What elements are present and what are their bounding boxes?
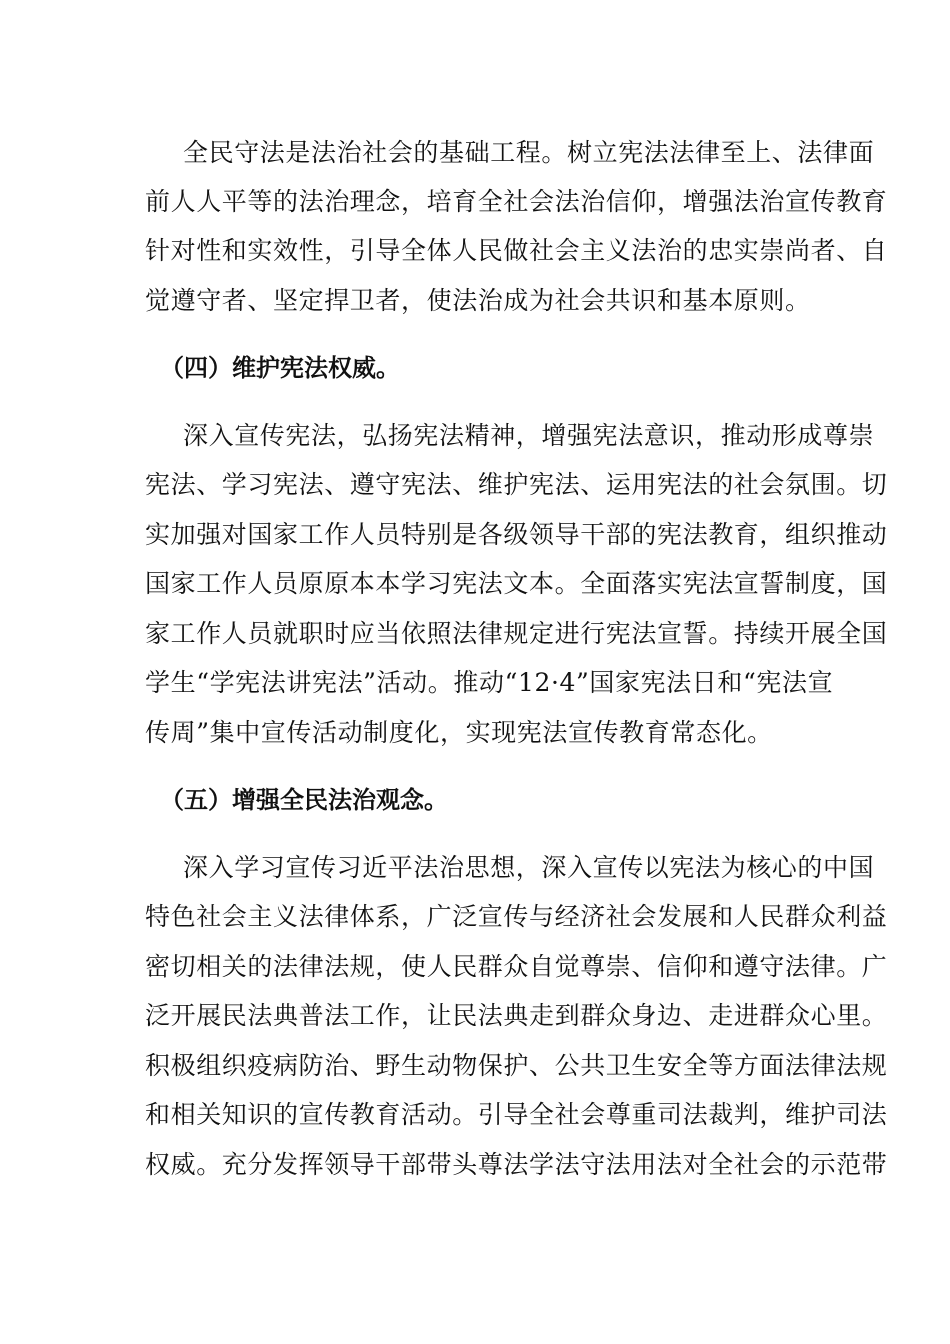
paragraph-2-line-2: 宪法、学习宪法、遵守宪法、维护宪法、运用宪法的社会氛围。切 <box>145 470 888 499</box>
paragraph-3-line-6: 和相关知识的宣传教育活动。引导全社会尊重司法裁判，维护司法 <box>145 1100 888 1129</box>
paragraph-2-line-3: 实加强对国家工作人员特别是各级领导干部的宪法教育，组织推动 <box>145 520 888 549</box>
paragraph-2-line-5: 家工作人员就职时应当依照法律规定进行宪法宣誓。持续开展全国 <box>145 619 888 648</box>
paragraph-3-line-1: 深入学习宣传习近平法治思想，深入宣传以宪法为核心的中国 <box>183 853 875 882</box>
section-heading-4: （四）维护宪法权威。 <box>160 354 400 382</box>
paragraph-1-line-4: 觉遵守者、坚定捍卫者，使法治成为社会共识和基本原则。 <box>145 286 811 315</box>
paragraph-3-line-7: 权威。充分发挥领导干部带头尊法学法守法用法对全社会的示范带 <box>145 1150 888 1179</box>
paragraph-3-line-3: 密切相关的法律法规，使人民群众自觉尊崇、信仰和遵守法律。广 <box>145 952 888 981</box>
paragraph-1-line-2: 前人人平等的法治理念，培育全社会法治信仰，增强法治宣传教育 <box>145 187 888 216</box>
paragraph-3-line-2: 特色社会主义法律体系，广泛宣传与经济社会发展和人民群众利益 <box>145 902 888 931</box>
paragraph-3-line-4: 泛开展民法典普法工作，让民法典走到群众身边、走进群众心里。 <box>145 1001 888 1030</box>
paragraph-2-line-6: 学生“学宪法讲宪法”活动。推动“12·4”国家宪法日和“宪法宣 <box>145 668 834 697</box>
section-heading-5: （五）增强全民法治观念。 <box>160 786 448 814</box>
paragraph-2-line-1: 深入宣传宪法，弘扬宪法精神，增强宪法意识，推动形成尊崇 <box>183 421 875 450</box>
paragraph-1-line-3: 针对性和实效性，引导全体人民做社会主义法治的忠实崇尚者、自 <box>145 236 888 265</box>
paragraph-3-line-5: 积极组织疫病防治、野生动物保护、公共卫生安全等方面法律法规 <box>145 1051 888 1080</box>
paragraph-2-line-4: 国家工作人员原原本本学习宪法文本。全面落实宪法宣誓制度，国 <box>145 569 888 598</box>
paragraph-2-line-7: 传周”集中宣传活动制度化，实现宪法宣传教育常态化。 <box>145 718 773 747</box>
paragraph-1-line-1: 全民守法是法治社会的基础工程。树立宪法法律至上、法律面 <box>183 138 875 167</box>
